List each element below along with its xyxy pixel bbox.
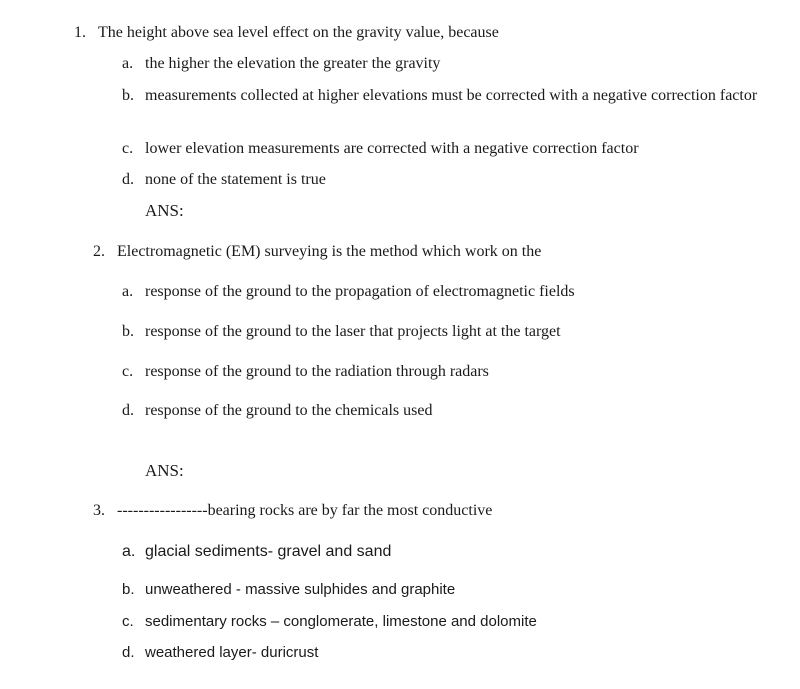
q3-option-b-letter: b. (122, 581, 135, 598)
q3-option-c-letter: c. (122, 613, 134, 630)
question-2-number: 2. (93, 243, 105, 260)
question-3-number: 3. (93, 502, 105, 519)
q1-option-d-letter: d. (122, 171, 134, 188)
q2-option-a-text: response of the ground to the propagation of electromagnetic fields (145, 283, 575, 300)
q2-answer-label: ANS: (145, 461, 184, 480)
q3-option-b-text: unweathered - massive sulphides and graphite (145, 581, 456, 598)
question-2-text: Electromagnetic (EM) surveying is the method which work on the (117, 243, 542, 260)
q3-option-d-text: weathered layer- duricrust (145, 644, 319, 661)
q1-option-b-text: measurements collected at higher elevations must be corrected with a negative correction factor (145, 87, 758, 104)
q2-option-b-text: response of the ground to the laser that projects light at the target (145, 323, 561, 340)
question-1-number: 1. (74, 24, 86, 41)
q2-option-d-text: response of the ground to the chemicals used (145, 402, 433, 419)
q3-option-d-letter: d. (122, 644, 135, 661)
q1-answer-label: ANS: (145, 201, 184, 220)
q2-option-a-letter: a. (122, 283, 134, 300)
q1-option-a-text: the higher the elevation the greater the gravity (145, 55, 441, 72)
q3-option-a-text: glacial sediments- gravel and sand (145, 543, 392, 560)
q2-option-d-letter: d. (122, 402, 134, 419)
q1-option-c-text: lower elevation measurements are corrected with a negative correction factor (145, 140, 639, 157)
q2-option-c-letter: c. (122, 363, 134, 380)
q1-option-a-letter: a. (122, 55, 134, 72)
q3-option-c-text: sedimentary rocks – conglomerate, limestone and dolomite (145, 613, 537, 630)
question-1-text: The height above sea level effect on the gravity value, because (98, 24, 499, 41)
q1-option-c-letter: c. (122, 140, 134, 157)
q3-option-a-letter: a. (122, 543, 136, 560)
q2-option-b-letter: b. (122, 323, 134, 340)
question-3-text: -----------------bearing rocks are by far the most conductive (117, 502, 493, 519)
q1-option-d-text: none of the statement is true (145, 171, 326, 188)
q2-option-c-text: response of the ground to the radiation through radars (145, 363, 489, 380)
q1-option-b-letter: b. (122, 87, 134, 104)
